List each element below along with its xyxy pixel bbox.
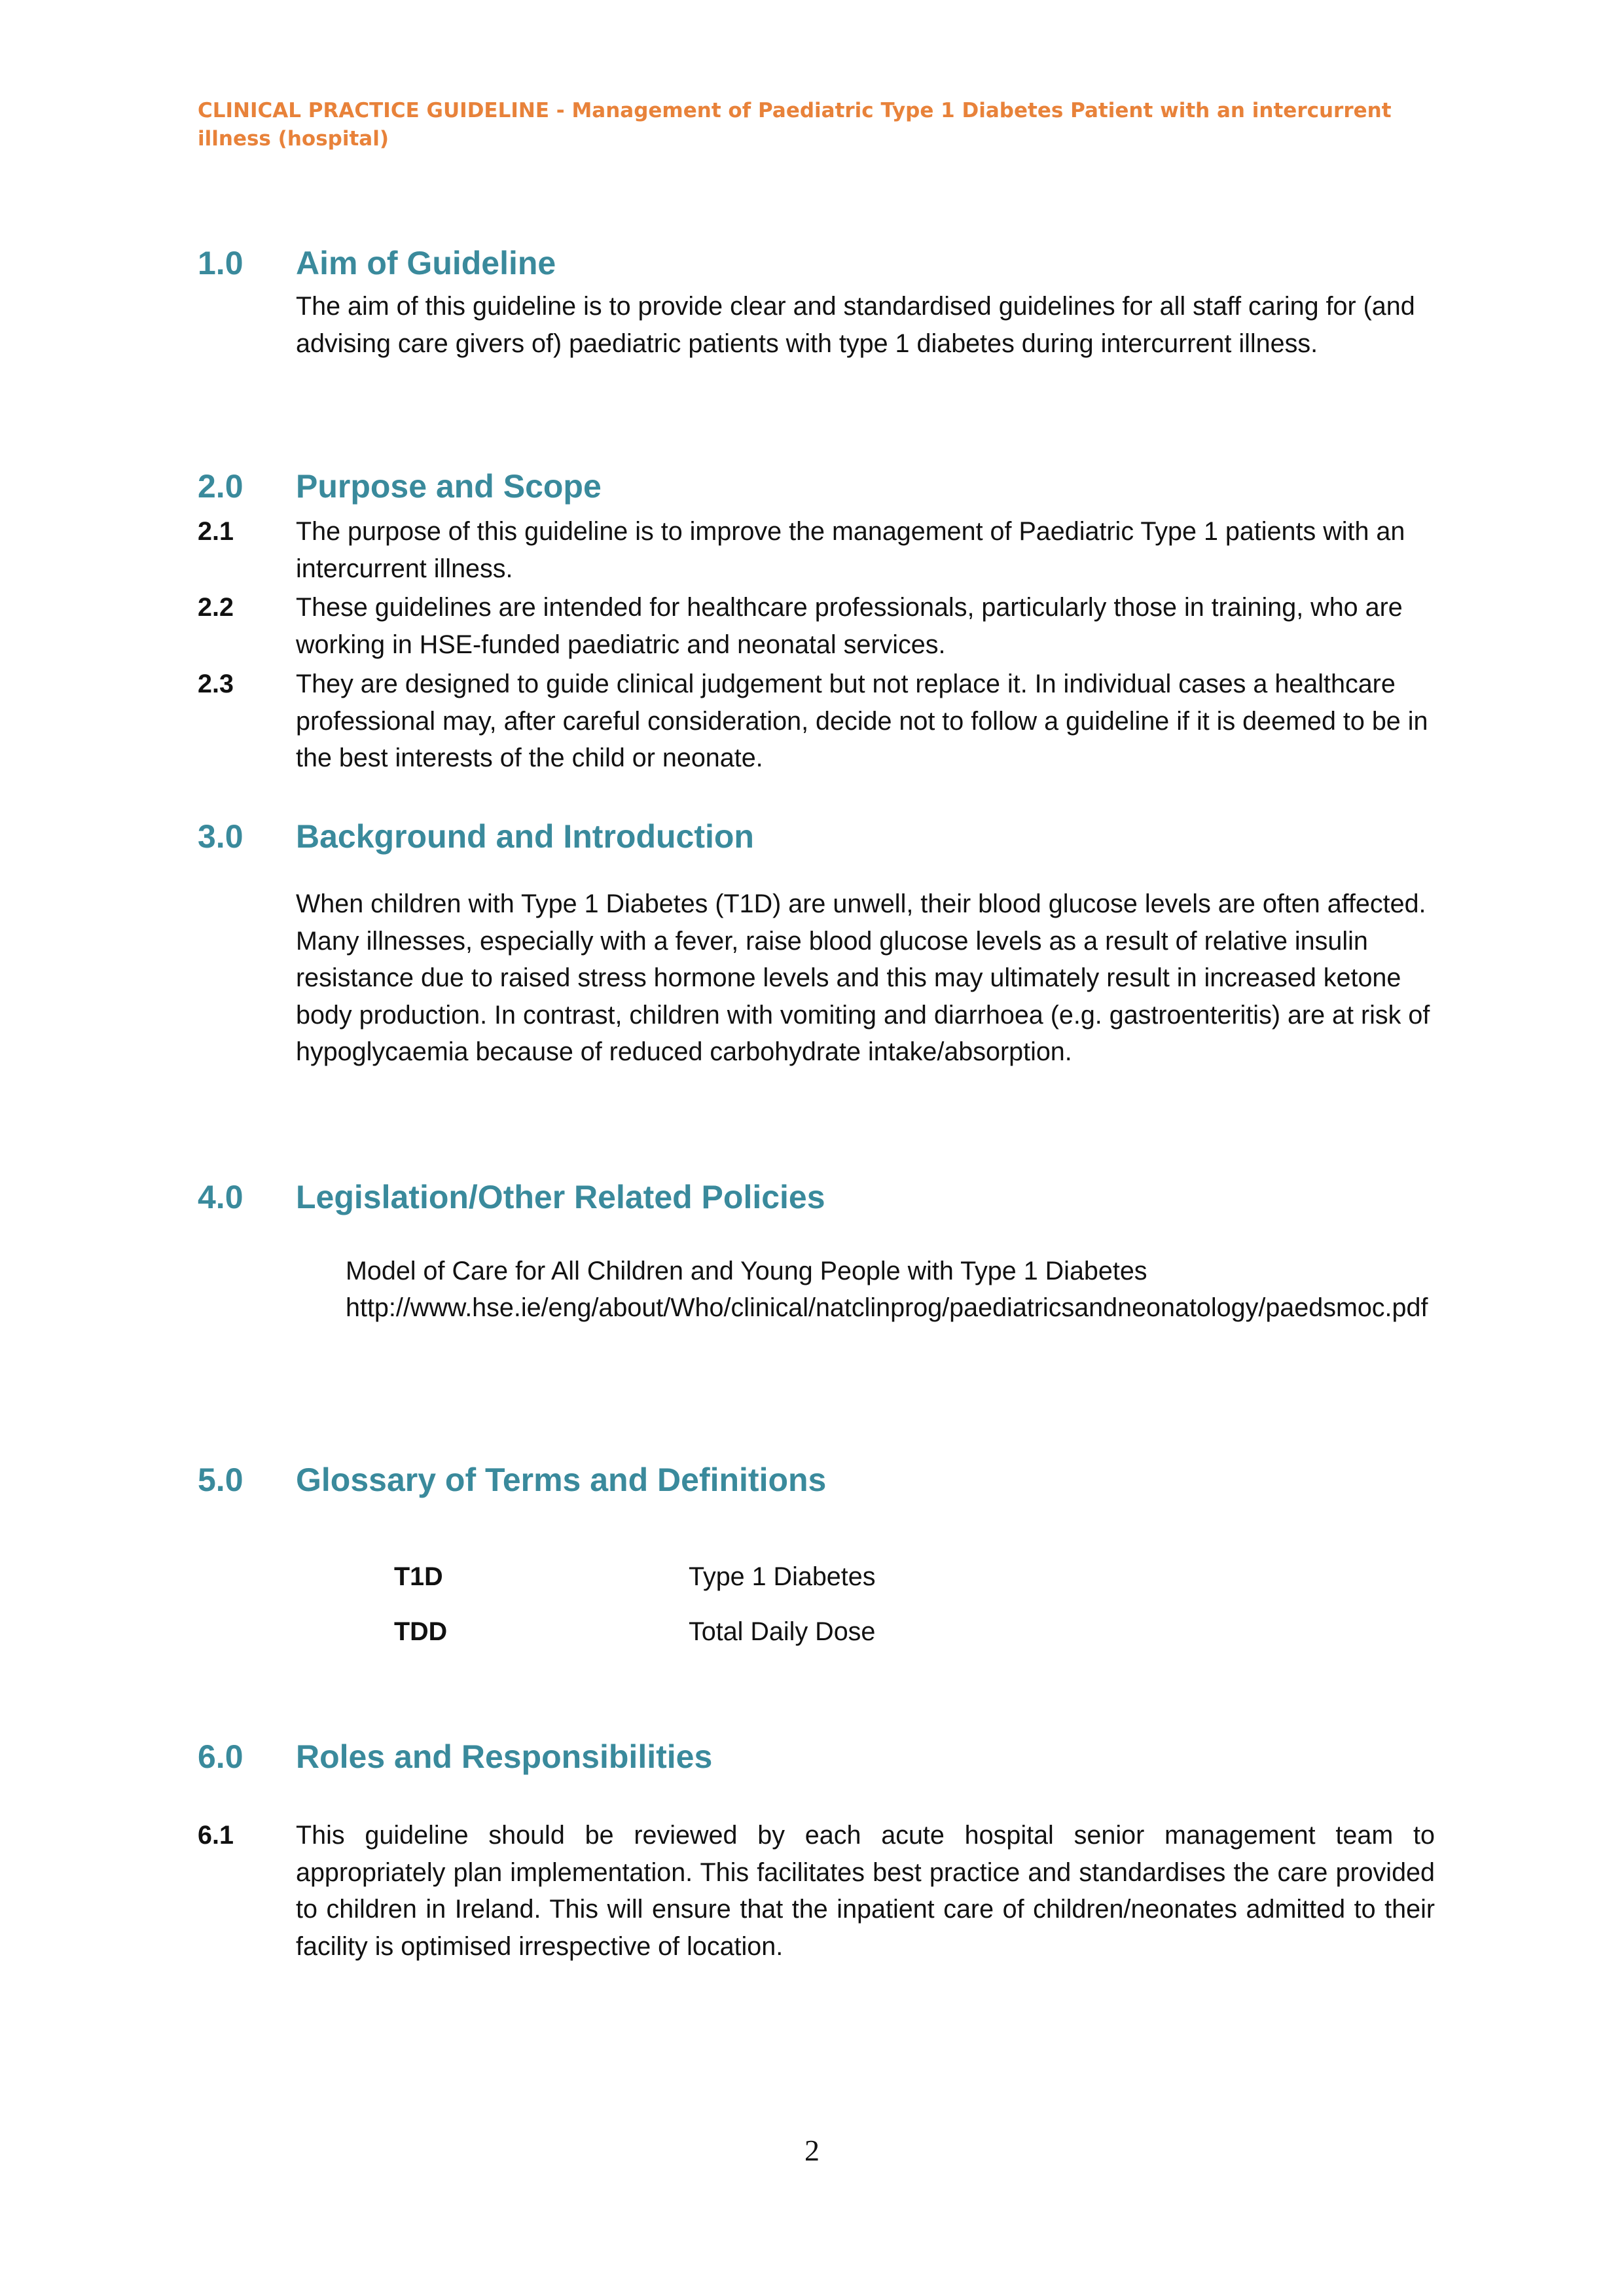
section-number: 1.0 — [198, 245, 244, 281]
section-heading-background — [198, 816, 754, 857]
purpose-item-text: The purpose of this guideline is to improve the management of Paediatric Type 1 patients with an intercurrent illness. — [296, 517, 1405, 583]
section-number: 3.0 — [198, 818, 244, 855]
section-title: Background and Introduction — [296, 818, 754, 855]
roles-item-text: This guideline should be reviewed by each acute hospital senior management team to appropriately plan implementation. This facilitates best practice and standardises the care provided to children in Ireland. This will ensure that the inpatient care of children/neonates admitted to their facility is optimised irrespective of location. — [296, 1821, 1435, 1961]
glossary-definition: Total Daily Dose — [689, 1617, 876, 1646]
glossary-definition: Type 1 Diabetes — [689, 1562, 876, 1591]
aim-paragraph: The aim of this guideline is to provide clear and standardised guidelines for all staff caring for (and advising care givers of) paediatric patients with type 1 diabetes during intercurrent illness. — [296, 292, 1415, 358]
running-header: CLINICAL PRACTICE GUIDELINE - Management of Paediatric Type 1 Diabetes Patient with an intercurrent illness (hospital) — [198, 99, 1392, 151]
section-title: Glossary of Terms and Definitions — [296, 1462, 827, 1498]
section-number: 6.0 — [198, 1738, 244, 1775]
purpose-item-text: These guidelines are intended for healthcare professionals, particularly those in training, who are working in HSE-funded paediatric and neonatal services. — [296, 593, 1403, 659]
glossary-term: TDD — [394, 1617, 448, 1646]
item-number: 2.1 — [198, 517, 234, 546]
section-number: 4.0 — [198, 1179, 244, 1215]
section-heading-legislation — [198, 1176, 825, 1218]
item-number: 2.3 — [198, 670, 234, 698]
policy-link[interactable]: http://www.hse.ie/eng/about/Who/clinical/natclinprog/paediatricsandneonatology/paedsmoc.pdf — [346, 1293, 1428, 1322]
page-number: 2 — [804, 2134, 820, 2167]
section-title: Roles and Responsibilities — [296, 1738, 713, 1775]
section-number: 2.0 — [198, 468, 244, 505]
background-paragraph: When children with Type 1 Diabetes (T1D) are unwell, their blood glucose levels are often affected. Many illnesses, especially with a fever, raise blood glucose levels as a result of relative insulin resistance due to raised stress hormone levels and this may ultimately result in increased ketone body production. In contrast, children with vomiting and diarrhoea (e.g. gastroenteritis) are at risk of hypoglycaemia because of reduced carbohydrate intake/absorption. — [296, 889, 1430, 1066]
section-heading-aim — [198, 242, 556, 284]
section-heading-glossary — [198, 1459, 826, 1501]
glossary-term: T1D — [394, 1562, 443, 1591]
section-title: Aim of Guideline — [296, 245, 556, 281]
section-heading-roles — [198, 1736, 712, 1778]
item-number: 6.1 — [198, 1821, 234, 1850]
section-title: Purpose and Scope — [296, 468, 602, 505]
section-heading-purpose — [198, 465, 602, 507]
section-number: 5.0 — [198, 1462, 244, 1498]
purpose-item-text: They are designed to guide clinical judgement but not replace it. In individual cases a healthcare professional may, after careful consideration, decide not to follow a guideline if it is deemed to be in the best interests of the child or neonate. — [296, 670, 1428, 772]
section-title: Legislation/Other Related Policies — [296, 1179, 825, 1215]
item-number: 2.2 — [198, 593, 234, 622]
policy-title: Model of Care for All Children and Young People with Type 1 Diabetes — [346, 1257, 1147, 1285]
